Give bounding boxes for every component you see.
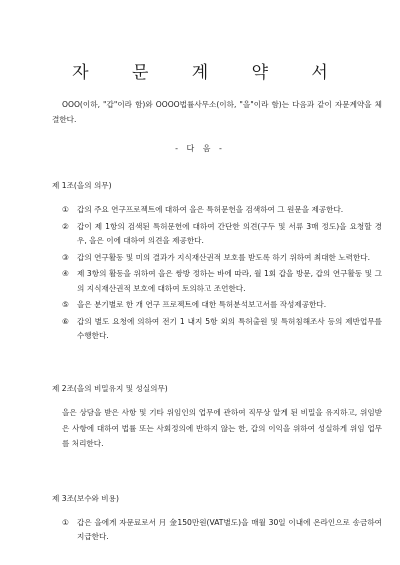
article-3-list — [62, 516, 382, 547]
item-number: ④ — [62, 269, 69, 279]
list-item — [62, 203, 382, 217]
list-item — [62, 220, 382, 248]
list-item — [62, 251, 382, 265]
list-item — [62, 516, 382, 544]
document-title: 자 문 계 약 서 — [72, 63, 347, 83]
article-2-heading: 제 2조(을의 비밀유지 및 성실의무) — [52, 384, 168, 393]
list-item — [62, 267, 382, 295]
intro-paragraph: OOO(이하, "갑"이라 함)와 OOOO법률사무소(이하, "을"이라 함)는 다음과 같이 자문계약을 체결한다. — [52, 100, 382, 124]
item-number: ② — [62, 221, 69, 231]
article-1-heading: 제 1조(을의 의무) — [52, 181, 112, 190]
item-text: 갑은 을에게 자문료로서 月 金150만원(VAT별도)을 매월 30일 이내에 온라인으로 송금하여 지급한다. — [77, 518, 382, 542]
item-text: 갑이 제 1항의 검색된 특허문헌에 대하여 간단한 의견(구두 및 서류 3매 정도)을 요청할 경우, 을은 이에 대하여 의견을 제공한다. — [77, 221, 382, 245]
item-number: ① — [62, 205, 69, 214]
item-text: 을은 분기별로 한 개 연구 프로젝트에 대한 특허분석보고서를 작성제공한다. — [77, 300, 327, 310]
item-number: ① — [62, 518, 69, 527]
article-1-list — [62, 203, 382, 346]
article-2-paragraph: 을은 상담을 받은 사항 및 기타 위임인의 업무에 관하여 직무상 알게 된 비밀을 유지하고, 위임받은 사항에 대하여 법률 또는 사회정의에 반하지 않는 한, 갑의 이익을 위하여 성실하게 위임 업무를 처리한다. — [62, 408, 382, 448]
list-item — [62, 298, 382, 312]
item-text: 갑의 별도 요청에 의하여 전기 1 내지 5항 외의 특허출원 및 특허침해조사 등의 제반업무를 수행한다. — [77, 316, 382, 341]
list-item — [62, 315, 382, 343]
item-number: ⑤ — [62, 300, 69, 310]
item-number: ③ — [62, 252, 69, 262]
section-marker: - 다 음 - — [175, 144, 225, 153]
article-3-heading: 제 3조(보수와 비용) — [52, 494, 119, 503]
item-text: 갑의 주요 연구프로젝트에 대하여 을은 특허문헌을 검색하여 그 원문을 제공한다. — [77, 205, 344, 214]
item-text: 제 3항의 활동을 위하여 을은 쌍방 정하는 바에 따라, 월 1회 갑을 방문, 갑의 연구활동 및 그의 지식재산권적 보호에 대하여 토의하고 조언한다. — [77, 269, 382, 293]
item-text: 갑의 연구활동 및 미의 결과가 지식재산권적 보호를 받도록 하기 위하여 최대한 노력한다. — [77, 252, 371, 262]
item-number: ⑥ — [62, 316, 69, 326]
